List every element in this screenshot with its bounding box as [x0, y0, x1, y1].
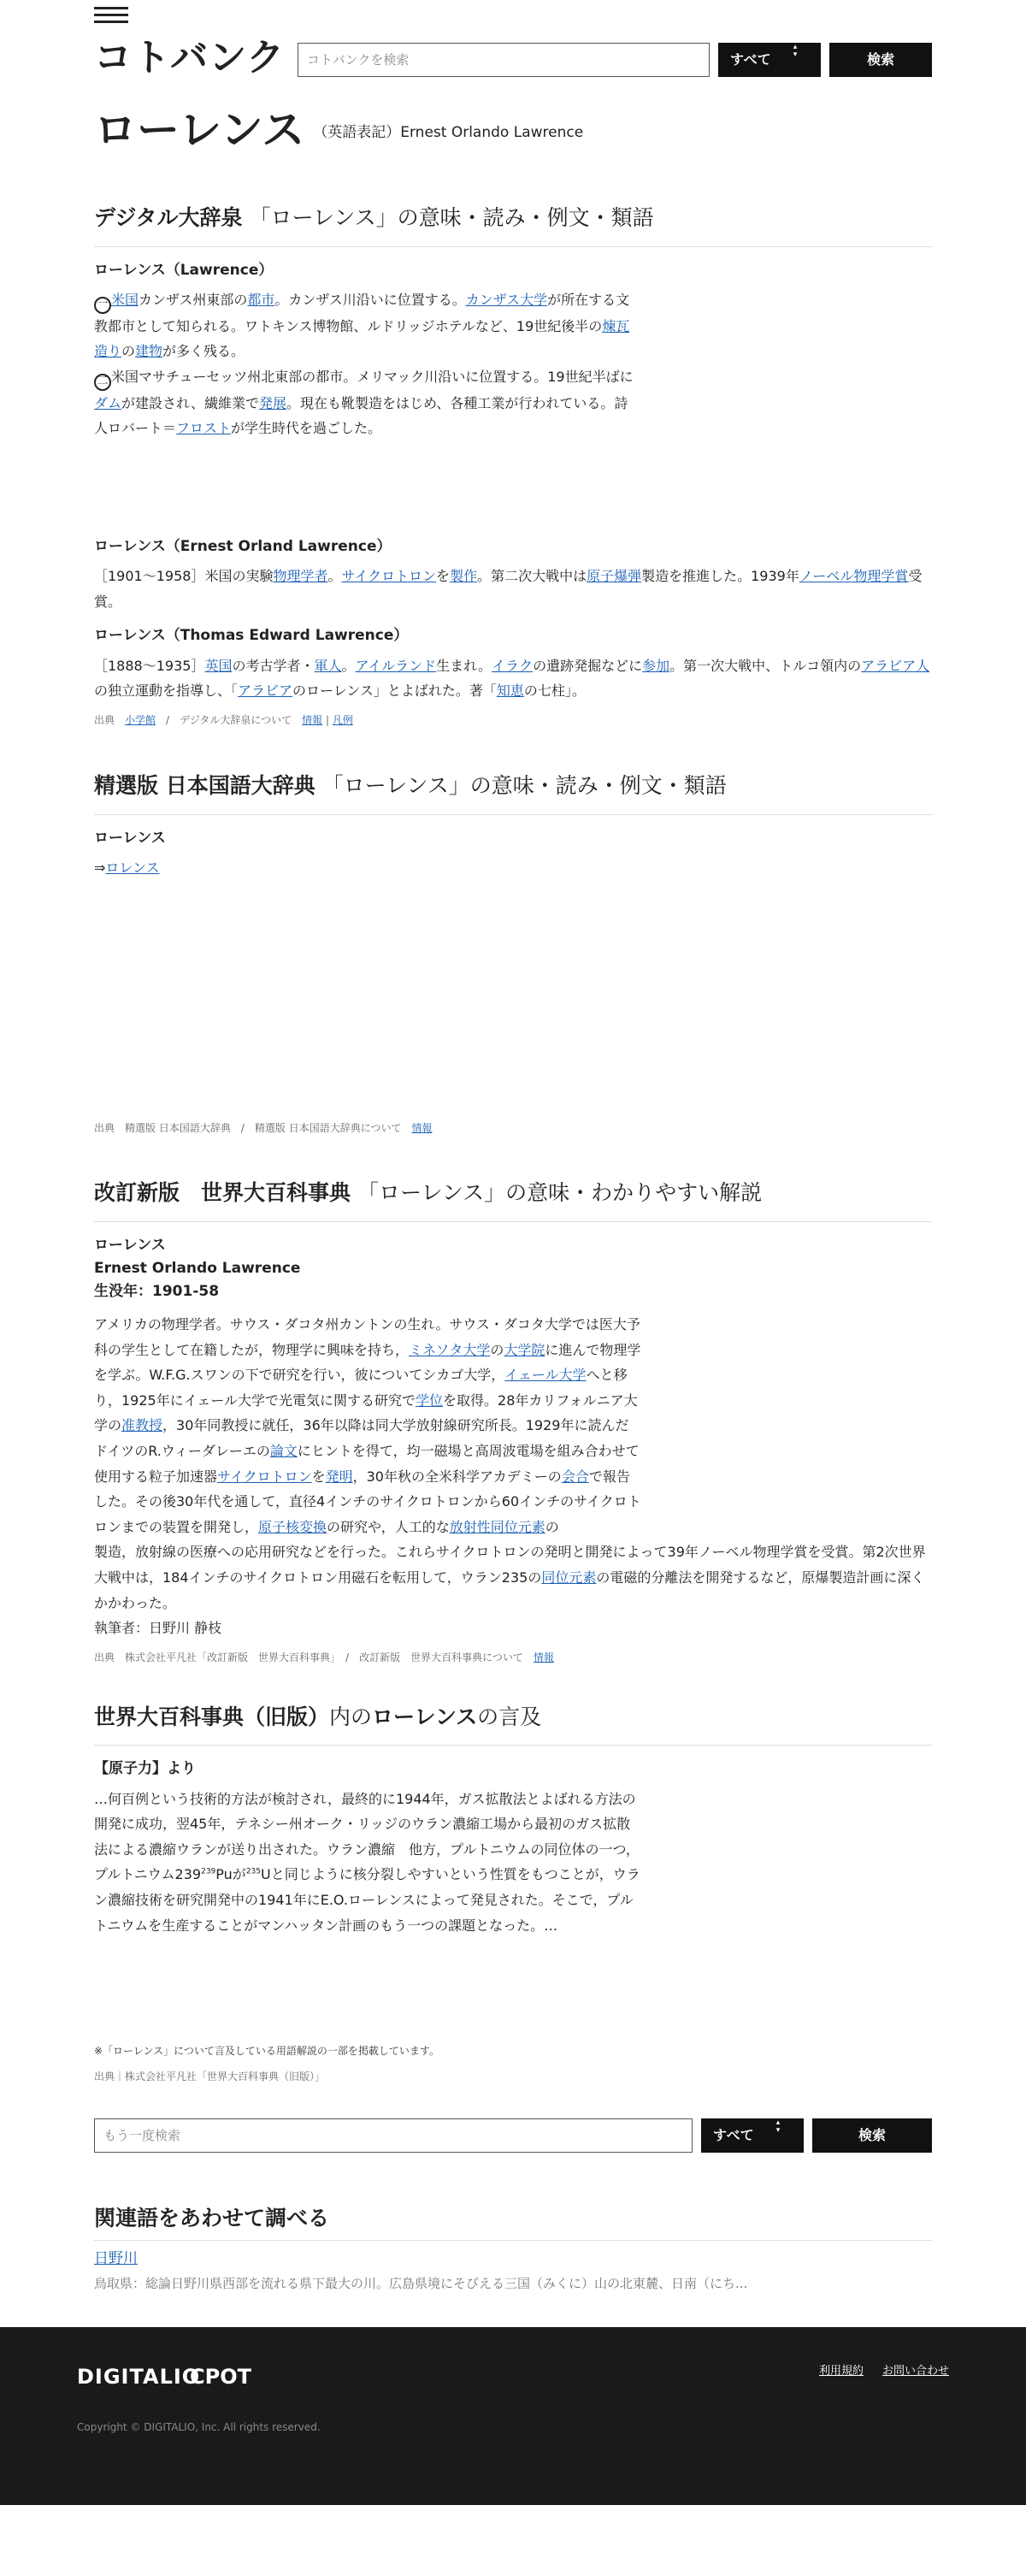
related-desc: 鳥取県：総論日野川県西部を流れる県下最大の川。広島県境にそびえる三国（みくに）山の北東麓、日南（にち... [94, 2275, 748, 2291]
link-roren[interactable]: ロレンス [105, 859, 160, 876]
link-arabia[interactable]: アラビア [238, 682, 293, 700]
link-uk[interactable]: 英国 [204, 657, 233, 674]
link-soldier[interactable]: 軍人 [314, 657, 342, 674]
entry-text: 二 米国マサチューセッツ州北東部の都市。メリマック川沿いに位置する。19世紀半ばにダムが建設され、繊維業で発展。現在も靴製造をはじめ、各種工業が行われている。詩人ロバート＝フロストが学生時代を過ごした。 [94, 368, 634, 437]
entry-name-en: Ernest Orlando Lawrence [94, 1259, 301, 1277]
link-yale[interactable]: イェール大学 [504, 1367, 587, 1384]
entry-text: 一 米国カンザス州東部の都市。カンザス川沿いに位置する。カンザス大学が所在する文教都市として知られる。ワトキンス博物館、ルドリッジホテルなど、19世紀後半の煉瓦造りの建物が多く残る。 [94, 291, 630, 360]
search-scope-select-bottom[interactable]: すべて ▴▾ [701, 2118, 804, 2153]
link-cyclotron[interactable]: サイクロトロン [217, 1468, 312, 1485]
entry-text: ［1888～1935］英国の考古学者・軍人。アイルランド生まれ。イラクの遺跡発掘などに参加。第一次大戦中、トルコ領内のアラビア人の独立運動を指導し、「アラビアのローレンス」とよばれた。著「知恵の七柱」。 [94, 657, 930, 700]
link-usa[interactable]: 米国 [111, 291, 139, 308]
section-heading: 関連語をあわせて調べる [94, 2202, 932, 2241]
link-making[interactable]: 製作 [450, 568, 478, 585]
link-nobel[interactable]: ノーベル物理学賞 [799, 568, 909, 585]
link-participation[interactable]: 参加 [642, 657, 670, 674]
link-ireland[interactable]: アイルランド [355, 657, 437, 674]
link-paper[interactable]: 論文 [269, 1443, 298, 1460]
site-logo[interactable]: コトバンク [94, 36, 286, 80]
link-isotope[interactable]: 同位元素 [541, 1569, 597, 1586]
link-frost[interactable]: フロスト [176, 420, 232, 437]
link-brick[interactable]: 煉瓦造り [94, 317, 630, 360]
section-heading: 世界大百科事典（旧版）内のローレンスの言及 [94, 1701, 932, 1746]
entry-text: ⇒ロレンス [94, 859, 160, 876]
source-note: 出典 株式会社平凡社「改訂新版 世界大百科事典」 / 改訂新版 世界大百科事典について 情報 [94, 1651, 554, 1663]
search-scope-select[interactable]: すべて ▴▾ [718, 43, 821, 77]
section-heading: 改訂新版 世界大百科事典 「ローレンス」の意味・わかりやすい解説 [94, 1177, 932, 1222]
section-kyuban-mentions [94, 1701, 932, 2086]
link-wisdom[interactable]: 知恵 [496, 682, 524, 700]
source-note: 出典 小学館 / デジタル大辞泉について 情報 | 凡例 [94, 713, 353, 726]
link-iraq[interactable]: イラク [492, 657, 534, 674]
link-transmutation[interactable]: 原子核変換 [258, 1518, 327, 1535]
link-physicist[interactable]: 物理学者 [273, 568, 328, 585]
entry-text: ［1901～1958］米国の実験物理学者。サイクロトロンを製作。第二次大戦中は原子爆弾製造を推進した。1939年ノーベル物理学賞受賞。 [94, 568, 923, 610]
link-graduate[interactable]: 大学院 [504, 1341, 545, 1358]
search-button[interactable]: 検索 [829, 43, 932, 77]
link-shogakukan[interactable]: 小学館 [125, 713, 156, 726]
link-minnesota[interactable]: ミネソタ大学 [409, 1341, 491, 1358]
link-arabs[interactable]: アラビア人 [861, 657, 930, 674]
hamburger-menu-icon[interactable] [94, 7, 128, 26]
source-note: 出典 精選版 日本国語大辞典 / 精選版 日本国語大辞典について 情報 [94, 1121, 433, 1134]
link-degree[interactable]: 学位 [416, 1391, 444, 1409]
site-footer [0, 2327, 1026, 2505]
terms-link[interactable]: 利用規約 [818, 2364, 864, 2378]
link-info[interactable]: 情報 [302, 713, 323, 726]
author: 執筆者：日野川 静枝 [94, 1620, 222, 1637]
link-development[interactable]: 発展 [258, 394, 286, 411]
related-link[interactable]: 日野川 [94, 2249, 138, 2267]
copyright: Copyright © DIGITALIO, Inc. All rights reserved. [77, 2420, 321, 2433]
link-info[interactable]: 情報 [533, 1651, 554, 1663]
bottom-search [94, 2093, 932, 2178]
entry-heading: ローレンス（Lawrence） [94, 261, 274, 279]
link-assoc-prof[interactable]: 准教授 [121, 1417, 163, 1434]
link-cyclotron[interactable]: サイクロトロン [341, 568, 437, 585]
search-button-bottom[interactable]: 検索 [812, 2118, 932, 2153]
entry-heading: ローレンス [94, 829, 166, 847]
link-radioisotope[interactable]: 放射性同位元素 [449, 1518, 545, 1535]
link-dam[interactable]: ダム [94, 394, 122, 411]
link-city[interactable]: 都市 [247, 291, 275, 308]
link-building[interactable]: 建物 [135, 343, 163, 360]
entry-heading: ローレンス（Thomas Edward Lawrence） [94, 627, 409, 645]
entry-text: 製造，放射線の医療への応用研究などを行った。これらサイクロトロンの発明と開発によって39年ノーベル物理学賞を受賞。第2次世界大戦中は，184インチのサイクロトロン用磁石を転用して，ウラン235の同位元素の電磁的分離法を開発するなど，原爆製造計画に深くかかわった。 [94, 1544, 926, 1611]
mention-text: …何百例という技術的方法が検討され，最終的に1944年，ガス拡散法とよばれる方法の開発に成功，翌45年，テネシー州オーク・リッジのウラン濃縮工場から最初のガス拡散法による濃縮ウランが送り出された。ウラン濃縮 他方，プルトニウムの同位体の一つ，プルトニウム$239^{239}Pu$が$^{235}$Uと同じように核分裂しやすいという性質をもつことが，ウラン濃縮技術を研究開発中の1941年にE.O.ローレンスによって発見された。そこで，プルトニウムを生産することがマンハッタン計画のもう一つの課題となった。… [94, 1790, 640, 1934]
footer-links [800, 2361, 949, 2382]
section-heading: デジタル大辞泉 「ローレンス」の意味・読み・例文・類語 [94, 202, 932, 247]
mention-note: ※「ローレンス」について言及している用語解説の一部を掲載しています。 [94, 2044, 439, 2057]
digitalio-logo[interactable]: DIGITALIO [77, 2364, 201, 2389]
link-meeting[interactable]: 会合 [561, 1468, 589, 1485]
entry-heading: ローレンス [94, 1236, 166, 1254]
title-english: （英語表記）Ernest Orlando Lawrence [313, 124, 584, 142]
section-heading: 精選版 日本国語大辞典 「ローレンス」の意味・読み・例文・類語 [94, 770, 932, 815]
contact-link[interactable]: お問い合わせ [882, 2364, 949, 2378]
search-input[interactable]: コトバンクを検索 [298, 43, 710, 77]
link-invention[interactable]: 発明 [325, 1468, 353, 1485]
link-hanrei[interactable]: 凡例 [332, 713, 353, 726]
section-nihon-kokugo [94, 770, 932, 1137]
site-header [94, 0, 932, 92]
mention-heading: 【原子力】より [94, 1760, 196, 1778]
page-title: ローレンス （英語表記）Ernest Orlando Lawrence [94, 105, 584, 155]
cpot-logo[interactable]: CPOT [190, 2364, 251, 2389]
section-sekai-hyakka [94, 1177, 932, 1667]
link-info[interactable]: 情報 [411, 1121, 433, 1134]
entry-heading: ローレンス（Ernest Orland Lawrence） [94, 538, 392, 556]
source-note: 出典｜株式会社平凡社「世界大百科事典（旧版）」 [94, 2070, 326, 2083]
search-input-bottom[interactable]: もう一度検索 [94, 2118, 693, 2153]
related-section [94, 2202, 932, 2296]
link-kansas-univ[interactable]: カンザス大学 [465, 291, 548, 308]
section-digital-daijisen [94, 202, 932, 732]
entry-text: アメリカの物理学者。サウス・ダコタ州カントンの生れ。サウス・ダコタ大学では医大予科の学生として在籍したが，物理学に興味を持ち，ミネソタ大学の大学院に進んで物理学を学ぶ。W.F.G.スワンの下で研究を行い，彼についてシカゴ大学，イェール大学へと移り，1925年にイェール大学で光電気に関する研究で学位を取得。28年カリフォルニア大学の准教授，30年同教授に就任，36年以降は同大学放射線研究所長。1929年に読んだドイツのR.ウィーダレーエの論文にヒントを得て，均一磁場と高周波電場を組み合わせて使用する粒子加速器サイクロトロンを発明，30年秋の全米科学アカデミーの会合で報告した。その後30年代を通して，直径4インチのサイクロトロンから60インチのサイクロトロンまでの装置を開発し，原子核変換の研究や，人工的な放射性同位元素の [94, 1316, 641, 1535]
entry-lifespan: 生没年：1901-58 [94, 1282, 220, 1300]
link-atomic-bomb[interactable]: 原子爆弾 [587, 568, 642, 585]
